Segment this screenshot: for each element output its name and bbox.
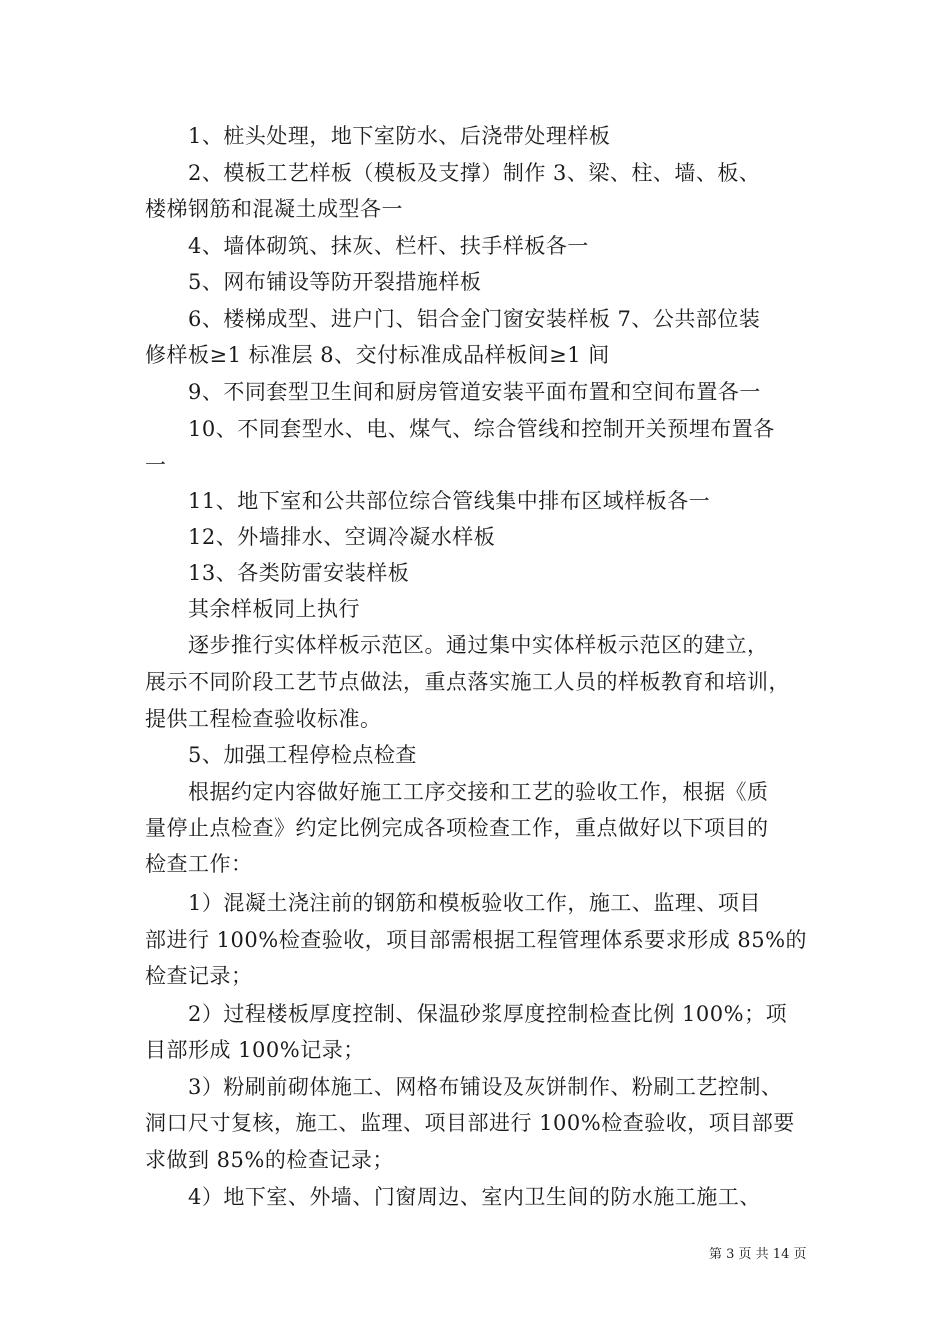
body-text-line: 5、加强工程停检点检查	[145, 743, 417, 767]
body-text-line: 提供工程检查验收标准。	[145, 707, 382, 731]
body-text-line: 10、不同套型水、电、煤气、综合管线和控制开关预埋布置各	[145, 417, 775, 441]
body-text-line: 12、外墙排水、空调冷凝水样板	[145, 525, 496, 549]
body-text-line: 3）粉刷前砌体施工、网格布铺设及灰饼制作、粉刷工艺控制、	[145, 1075, 783, 1099]
body-text-line: 1）混凝土浇注前的钢筋和模板验收工作，施工、监理、项目	[145, 891, 761, 915]
body-text-line: 6、楼梯成型、进户门、铝合金门窗安装样板 7、公共部位装	[145, 307, 761, 331]
page-number-footer: 第 3 页 共 14 页	[709, 1247, 807, 1262]
body-text-line: 检查工作：	[145, 852, 253, 876]
body-text-line: 展示不同阶段工艺节点做法，重点落实施工人员的样板教育和培训，	[145, 670, 790, 694]
body-text-line: 5、网布铺设等防开裂措施样板	[145, 270, 482, 294]
body-text-line: 根据约定内容做好施工工序交接和工艺的验收工作，根据《质	[145, 780, 769, 804]
body-text-line: 2、模板工艺样板（模板及支撑）制作 3、梁、柱、墙、板、	[145, 161, 761, 185]
body-text-line: 洞口尺寸复核，施工、监理、项目部进行 100%检查验收，项目部要	[145, 1111, 795, 1135]
body-text-line: 9、不同套型卫生间和厨房管道安装平面布置和空间布置各一	[145, 380, 761, 404]
body-text-line: 求做到 85%的检查记录；	[145, 1148, 394, 1172]
body-text-line: 检查记录；	[145, 964, 253, 988]
body-text-line: 目部形成 100%记录；	[145, 1038, 365, 1062]
body-text-line: 其余样板同上执行	[145, 597, 360, 621]
body-text-line: 13、各类防雷安装样板	[145, 561, 410, 585]
body-text-line: 楼梯钢筋和混凝土成型各一	[145, 197, 403, 221]
body-text-line: 4、墙体砌筑、抹灰、栏杆、扶手样板各一	[145, 234, 589, 258]
body-text-line: 1、桩头处理，地下室防水、后浇带处理样板	[145, 124, 611, 148]
body-text-line: 逐步推行实体样板示范区。通过集中实体样板示范区的建立，	[145, 633, 769, 657]
body-text-line: 量停止点检查》约定比例完成各项检查工作，重点做好以下项目的	[145, 816, 769, 840]
body-text-line: 2）过程楼板厚度控制、保温砂浆厚度控制检查比例 100%；项	[145, 1002, 788, 1026]
body-text-line: 部进行 100%检查验收，项目部需根据工程管理体系要求形成 85%的	[145, 928, 808, 952]
body-text-line: 一	[145, 453, 167, 477]
body-text-line: 11、地下室和公共部位综合管线集中排布区域样板各一	[145, 489, 711, 513]
body-text-line: 修样板≥1 标准层 8、交付标准成品样板间≥1 间	[145, 343, 610, 367]
body-text-line: 4）地下室、外墙、门窗周边、室内卫生间的防水施工施工、	[145, 1185, 761, 1209]
